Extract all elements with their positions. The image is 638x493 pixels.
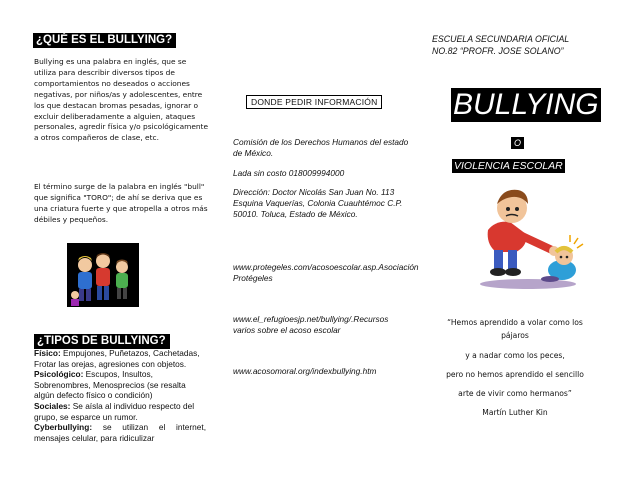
type-label: Sociales: — [34, 400, 71, 411]
quote-line-3: pero no hemos aprendido el sencillo — [446, 370, 584, 379]
quote-block — [440, 316, 590, 417]
heading-what-is-bullying: ¿QUÉ ES EL BULLYING? — [33, 33, 176, 48]
quote-line-4: arte de vivir como hermanos” — [458, 389, 572, 398]
type-label: Físico: — [34, 348, 61, 358]
brochure-subtitle: VIOLENCIA ESCOLAR — [454, 160, 563, 172]
school-line-2: NO.82 “PROFR. JOSE SOLANO” — [432, 46, 564, 56]
quote-line-1: “Hemos aprendido a volar como los pájaros — [447, 318, 583, 340]
commission-name: Comisión de los Derechos Humanos del estado de México. — [233, 137, 409, 158]
link-refugio[interactable]: www.el_refugioesjp.net/bullying/.Recursos varios sobre el acoso escolar — [233, 314, 389, 335]
type-item-social — [34, 401, 206, 422]
type-text: se utilizan el internet, mensajes celular, para ridiculizar — [34, 422, 206, 443]
title-connector: O — [511, 137, 524, 149]
bully-cartoon-illustration — [466, 182, 586, 290]
school-name — [432, 33, 612, 57]
link-protegeles[interactable]: www.protegeles.com/acosoescolar.asp.Asociación Protégeles — [233, 262, 419, 283]
types-list — [34, 348, 206, 443]
definition-paragraph: Bullying es una palabra en inglés, que se utiliza para describir diversos tipos de comportamientos no deseados o acciones negativas, por niños/as y adolescentes, entre los que destacan bromas pesadas, ignorar o excluir deliberadamente a alguien, ataques personales, agredir física y/o psicológicamente a otros compañeros de clase, etc. — [34, 57, 208, 143]
link-acosomoral[interactable]: www.acosomoral.org/indexbullying.htm — [233, 366, 377, 376]
type-item-cyberbullying — [34, 422, 206, 443]
type-label: Cyberbullying: — [34, 422, 93, 433]
type-text: Se aísla al individuo respecto del grupo, se esparce un rumor. — [34, 400, 195, 422]
bullying-kids-illustration — [67, 243, 139, 307]
heading-where-to-ask: DONDE PEDIR INFORMACIÓN — [246, 95, 382, 109]
quote-line-2: y a nadar como los peces, — [465, 351, 565, 360]
type-label: Psicológico: — [34, 369, 84, 380]
toll-free-phone: Lada sin costo 018009994000 — [233, 168, 345, 178]
origin-paragraph: El término surge de la palabra en inglés "bull" que significa "TORO"; de ahí se deriva que es una criatura fuerte y que atropella a otros más débiles y pequeños. — [34, 182, 208, 224]
type-item-psychological — [34, 369, 206, 401]
brochure-title: BULLYING — [453, 88, 599, 121]
quote-author: Martín Luther Kin — [482, 408, 548, 417]
school-line-1: ESCUELA SECUNDARIA OFICIAL — [432, 34, 570, 44]
type-text: Escupos, Insultos, Sobrenombres, Menosprecios (se resalta algún defecto físico o condición) — [34, 369, 186, 401]
heading-types-of-bullying: ¿TIPOS DE BULLYING? — [34, 334, 170, 349]
address: Dirección: Doctor Nicolás San Juan No. 113 Esquina Vaquerías, Colonia Cuauhtémoc C.P. 50010. Toluca, Estado de México. — [233, 187, 403, 219]
type-text: Empujones, Puñetazos, Cachetadas, Frotar las orejas, agresiones con objetos. — [34, 348, 200, 369]
type-item-physical — [34, 348, 206, 369]
